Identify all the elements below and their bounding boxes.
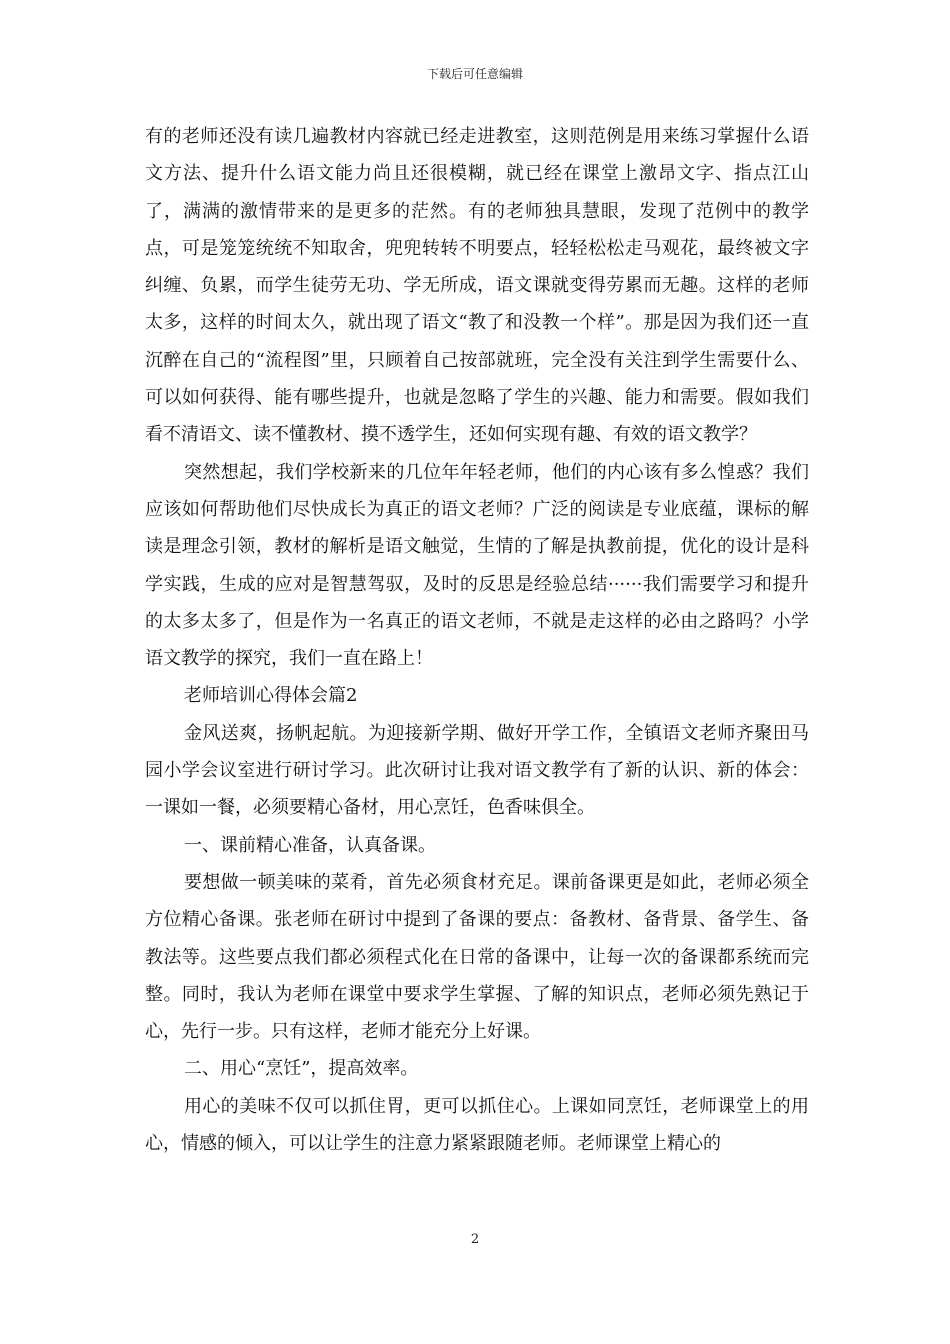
paragraph-1: 有的老师还没有读几遍教材内容就已经走进教室，这则范例是用来练习掌握什么语文方法、提升什么语文能力尚且还很模糊，就已经在课堂上激昂文字、指点江山了，满满的激情带来的是更多的茫然。有的老师独具慧眼，发现了范例中的教学点，可是笼笼统统不知取舍，兜兜转转不明要点，轻轻松松走马观花，最终被文字纠缠、负累，而学生徒劳无功、学无所成，语文课就变得劳累而无趣。这样的老师太多，这样的时间太久，就出现了语文“教了和没教一个样”。那是因为我们还一直沉醉在自己的“流程图”里，只顾着自己按部就班，完全没有关注到学生需要什么、可以如何获得、能有哪些提升，也就是忽略了学生的兴趣、能力和需要。假如我们看不清语文、读不懂教材、摸不透学生，还如何实现有趣、有效的语文教学？ <box>145 126 809 446</box>
paragraph-4: 要想做一顿美味的菜肴，首先必须食材充足。课前备课更是如此，老师必须全方位精心备课。张老师在研讨中提到了备课的要点：备教材、备背景、备学生、备教法等。这些要点我们都必须程式化在日常的备课中，让每一次的备课都系统而完整。同时，我认为老师在课堂中要求学生掌握、了解的知识点，老师必须先熟记于心，先行一步。只有这样，老师才能充分上好课。 <box>145 871 809 1043</box>
page-footer <box>0 1232 950 1248</box>
page-header <box>0 66 950 82</box>
document-body <box>145 118 809 1162</box>
header-text: 下载后可任意编辑 <box>426 67 523 81</box>
section-title: 老师培训心得体会篇2 <box>184 685 358 707</box>
paragraph-3: 金风送爽，扬帆起航。为迎接新学期、做好开学工作，全镇语文老师齐聚田马园小学会议室进行研讨学习。此次研讨让我对语文教学有了新的认识、新的体会：一课如一餐，必须要精心备材，用心烹饪，色香味俱全。 <box>145 722 809 819</box>
subheading-2: 二、用心“烹饪”，提高效率。 <box>184 1058 419 1080</box>
paragraph-2: 突然想起，我们学校新来的几位年年轻老师，他们的内心该有多么惶惑？我们应该如何帮助他们尽快成长为真正的语文老师？广泛的阅读是专业底蕴，课标的解读是理念引领，教材的解析是语文触觉，生情的了解是执教前提，优化的设计是科学实践，生成的应对是智慧驾驭，及时的反思是经验总结······我们需要学习和提升的太多太多了，但是作为一名真正的语文老师，不就是走这样的必由之路吗？小学语文教学的探究，我们一直在路上！ <box>145 461 809 670</box>
page-number: 2 <box>470 1232 480 1247</box>
paragraph-5: 用心的美味不仅可以抓住胃，更可以抓住心。上课如同烹饪，老师课堂上的用心，情感的倾入，可以让学生的注意力紧紧跟随老师。老师课堂上精心的 <box>145 1095 809 1155</box>
subheading-1: 一、课前精心准备，认真备课。 <box>184 834 436 856</box>
